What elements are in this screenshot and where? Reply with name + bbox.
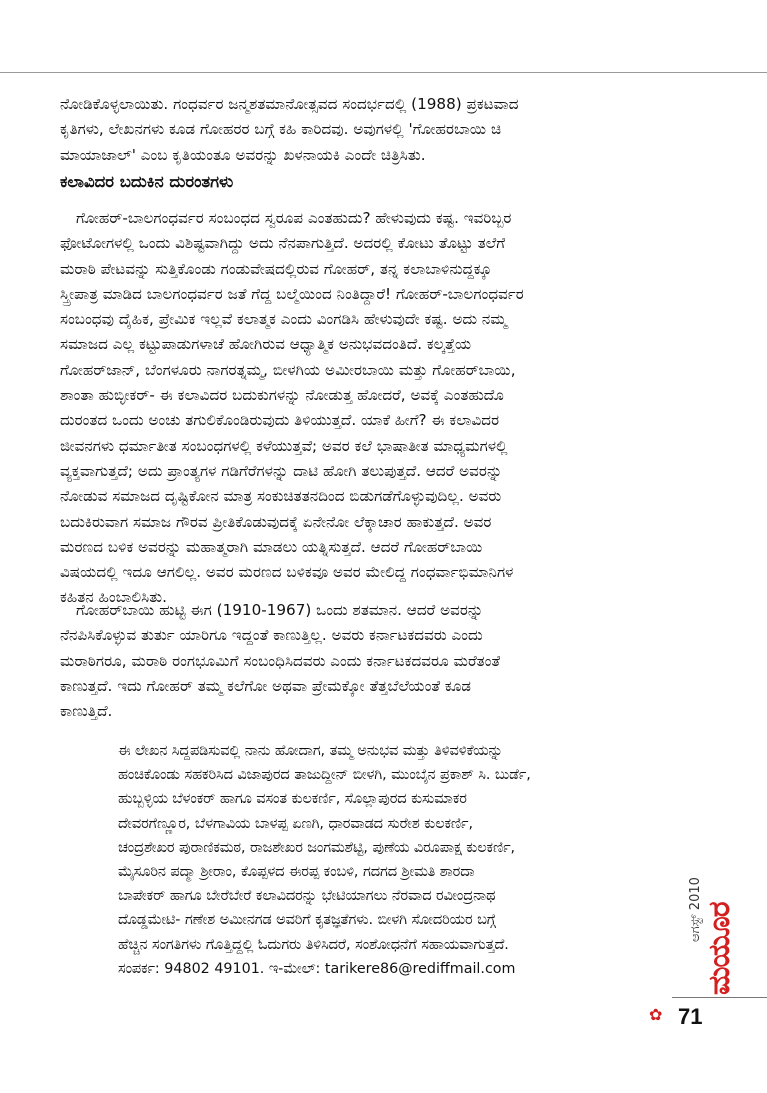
body-line: ಕಹಿತನ ಹಿಂಬಾಲಿಸಿತು. [60,588,167,607]
body-line: ಮರಣದ ಬಳಿಕ ಅವರನ್ನು ಮಹಾತ್ಮರಾಗಿ ಮಾಡಲು ಯತ್ನಿಸುತ್ತದೆ. ಆದರೆ ಗೋಹರ್‌ಬಾಯಿ [60,537,483,556]
issue-date: ಆಗಸ್ಟ್ 2010 [688,877,703,942]
body-line: ನೋಡಿಕೊಳ್ಳಲಾಯಿತು. ಗಂಧರ್ವರ ಜನ್ಮಶತಮಾನೋತ್ಸವದ ಸಂದರ್ಭದಲ್ಲಿ (1988) ಪ್ರಕಟವಾದ [60,95,519,113]
body-line: ಸ್ತ್ರೀಪಾತ್ರ ಮಾಡಿದ ಬಾಲಗಂಧರ್ವರ ಜತೆ ಗೆದ್ದ ಬಲ್ಮೆಯಿಂದ ನಿಂತಿದ್ದಾರೆ! ಗೋಹರ್-ಬಾಲಗಂಧರ್ವರ [60,284,524,303]
note-line: ಹಂಚಿಕೊಂಡು ಸಹಕರಿಸಿದ ವಿಜಾಪುರದ ತಾಜುದ್ದೀನ್ ಬೀಳಗಿ, ಮುಂಬೈನ ಪ್ರಕಾಶ್ ಸಿ. ಬುರ್ಡೆ, [118,767,531,784]
body-line: ವ್ಯಕ್ತವಾಗುತ್ತದೆ; ಅದು ಪ್ರಾಂತ್ಯಗಳ ಗಡಿಗೆರೆಗಳನ್ನು ದಾಟಿ ಹೋಗಿ ತಲುಪುತ್ತದೆ. ಆದರೆ ಅವರನ್ನು [60,461,503,480]
footer-rule [672,997,767,998]
body-line: ನೋಡುವ ಸಮಾಜದ ದೃಷ್ಟಿಕೋನ ಮಾತ್ರ ಸಂಕುಚಿತತನದಿಂದ ಬಿಡುಗಡೆಗೊಳ್ಳುವುದಿಲ್ಲ. ಅವರು [60,487,502,506]
paragraph-2 [60,598,650,724]
contact-line: ಸಂಪರ್ಕ: 94802 49101. ಇ-ಮೇಲ್: tarikere86@rediffmail.com [118,960,516,977]
body-line: ಗೋಹರ್‌ಜಾನ್, ಬೆಂಗಳೂರು ನಾಗರತ್ನಮ್ಮ, ಬೀಳಗಿಯ ಅಮೀರಬಾಯಿ ಮತ್ತು ಗೋಹರ್‌ಬಾಯಿ, [60,360,516,379]
body-line: ದುರಂತದ ಒಂದು ಅಂಚು ತಗುಲಿಕೊಂಡಿರುವುದು ತಿಳಿಯುತ್ತದೆ. ಯಾಕೆ ಹೀಗೆ? ಈ ಕಲಾವಿದರ [60,411,500,430]
body-line: ಗೋಹರ್-ಬಾಲಗಂಧರ್ವರ ಸಂಬಂಧದ ಸ್ವರೂಪ ಎಂತಹುದು? ಹೇಳುವುದು ಕಷ್ಟ. ಇವರಿಬ್ಬರ [76,209,512,227]
page-number: 71 [678,1004,703,1029]
body-line: ಶಾಂತಾ ಹುಬ್ಳೀಕರ್- ಈ ಕಲಾವಿದರ ಬದುಕುಗಳನ್ನು ನೋಡುತ್ತ ಹೋದರೆ, ಅವಕ್ಕೆ ಎಂತಹುದೊ [60,386,504,405]
paragraph-1 [60,206,650,611]
top-rule [0,72,767,73]
body-line: ಮಾಯಾಜಾಲ್' ಎಂಬ ಕೃತಿಯಂತೂ ಅವರನ್ನು ಖಳನಾಯಕಿ ಎಂದೇ ಚಿತ್ರಿಸಿತು. [60,145,426,164]
magazine-logo: ಮಯೂರ [702,902,737,995]
body-line: ಬದುಕಿರುವಾಗ ಸಮಾಜ ಗೌರವ ಪ್ರೀತಿಕೊಡುವುದಕ್ಕೆ ಏನೇನೋ ಲೆಕ್ಕಾಚಾರ ಹಾಕುತ್ತದೆ. ಅವರ [60,512,492,531]
note-line: ದೇವರಗೆಣ್ಣೂರ, ಬೆಳಗಾವಿಯ ಬಾಳಪ್ಪ ಏಣಗಿ, ಧಾರವಾಡದ ಸುರೇಶ ಕುಲಕರ್ಣಿ, [118,815,473,832]
body-line: ಕಾಣುತ್ತಿದೆ. [60,702,113,721]
body-line: ಜೀವನಗಳು ಧರ್ಮಾತೀತ ಸಂಬಂಧಗಳಲ್ಲಿ ಕಳೆಯುತ್ತವೆ; ಅವರ ಕಲೆ ಭಾಷಾತೀತ ಮಾಧ್ಯಮಗಳಲ್ಲಿ [60,436,508,455]
note-line: ಹೆಚ್ಚಿನ ಸಂಗತಿಗಳು ಗೊತ್ತಿದ್ದಲ್ಲಿ ಓದುಗರು ತಿಳಿಸಿದರೆ, ಸಂಶೋಧನೆಗೆ ಸಹಾಯವಾಗುತ್ತದೆ. [118,936,509,953]
article-body [60,92,650,168]
body-line: ಮರಾಠಿ ಪೇಟವನ್ನು ಸುತ್ತಿಕೊಂಡು ಗಂಡುವೇಷದಲ್ಲಿರುವ ಗೋಹರ್, ತನ್ನ ಕಲಾಬಾಳಿನುದ್ದಕ್ಕೂ [60,259,492,278]
note-line: ಮೈಸೂರಿನ ಪದ್ಮಾ ಶ್ರೀರಾಂ, ಕೊಪ್ಪಳದ ಈರಪ್ಪ ಕಂಬಳಿ, ಗದಗದ ಶ್ರೀಮತಿ ಶಾರದಾ [118,864,475,881]
body-line: ಸಮಾಜದ ಎಲ್ಲ ಕಟ್ಟುಪಾಡುಗಳಾಚೆ ಹೋಗಿರುವ ಆಧ್ಯಾತ್ಮಿಕ ಅನುಭವದಂತಿದೆ. ಕಲ್ಕತ್ತೆಯ [60,335,472,354]
body-line: ಕೃತಿಗಳು, ಲೇಖನಗಳು ಕೂಡ ಗೋಹರರ ಬಗ್ಗೆ ಕಹಿ ಕಾರಿದವು. ಅವುಗಳಲ್ಲಿ 'ಗೋಹರಬಾಯಿ ಚಿ [60,120,502,139]
note-line: ದೊಡ್ಡಮೇಟಿ- ಗಣೇಶ ಅಮೀನಗಡ ಅವರಿಗೆ ಕೃತಜ್ಞತೆಗಳು. ಬೀಳಗಿ ಸೋದರಿಯರ ಬಗ್ಗೆ [118,912,496,929]
peacock-ornament-icon: ✿ [649,1005,663,1024]
body-line: ವಿಷಯದಲ್ಲಿ ಇದೂ ಆಗಲಿಲ್ಲ. ಅವರ ಮರಣದ ಬಳಿಕವೂ ಅವರ ಮೇಲಿದ್ದ ಗಂಧರ್ವಾಭಿಮಾನಿಗಳ [60,563,514,582]
section-heading: ಕಲಾವಿದರ ಬದುಕಿನ ದುರಂತಗಳು [60,172,234,191]
body-line: ನೆನಪಿಸಿಕೊಳ್ಳುವ ತುರ್ತು ಯಾರಿಗೂ ಇದ್ದಂತೆ ಕಾಣುತ್ತಿಲ್ಲ. ಅವರು ಕರ್ನಾಟಕದವರು ಎಂದು [60,626,483,645]
body-line: ಕಾಣುತ್ತದೆ. ಇದು ಗೋಹರ್ ತಮ್ಮ ಕಲೆಗೋ ಅಥವಾ ಪ್ರೇಮಕ್ಕೋ ತೆತ್ತಬೆಲೆಯಂತೆ ಕೂಡ [60,676,472,695]
acknowledgement-note [118,739,658,981]
note-line: ಬಾಪೇಕರ್ ಹಾಗೂ ಬೇರೆಬೇರೆ ಕಲಾವಿದರನ್ನು ಭೇಟಿಯಾಗಲು ನೆರವಾದ ರವೀಂದ್ರನಾಥ [118,888,496,905]
note-line: ಹುಬ್ಬಳ್ಳಿಯ ಬೆಳಂಕರ್ ಹಾಗೂ ವಸಂತ ಕುಲಕರ್ಣಿ, ಸೊಲ್ಲಾಪುರದ ಕುಸುಮಾಕರ [118,791,467,808]
body-line: ಮರಾಠಿಗರೂ, ಮರಾಠಿ ರಂಗಭೂಮಿಗೆ ಸಂಬಂಧಿಸಿದವರು ಎಂದು ಕರ್ನಾಟಕದವರೂ ಮರೆತಂತೆ [60,651,501,670]
magazine-side-band [672,800,737,995]
body-line: ಫೋಟೋಗಳಲ್ಲಿ ಒಂದು ವಿಶಿಷ್ಟವಾಗಿದ್ದು ಅದು ನೆನಪಾಗುತ್ತಿದೆ. ಅದರಲ್ಲಿ ಕೋಟು ತೊಟ್ಟು ತಲೆಗೆ [60,234,506,253]
note-line: ಈ ಲೇಖನ ಸಿದ್ದಪಡಿಸುವಲ್ಲಿ ನಾನು ಹೋದಾಗ, ತಮ್ಮ ಅನುಭವ ಮತ್ತು ತಿಳಿವಳಿಕೆಯನ್ನು [118,743,503,759]
body-line: ಸಂಬಂಧವು ದೈಹಿಕ, ಪ್ರೇಮಿಕ ಇಲ್ಲವೆ ಕಲಾತ್ಮಕ ಎಂದು ವಿಂಗಡಿಸಿ ಹೇಳುವುದೇ ಕಷ್ಟ. ಅದು ನಮ್ಮ [60,310,507,329]
body-line: ಗೋಹರ್‌ಬಾಯಿ ಹುಟ್ಟಿ ಈಗ (1910-1967) ಒಂದು ಶತಮಾನ. ಆದರೆ ಅವರನ್ನು [76,601,484,619]
note-line: ಚಂದ್ರಶೇಖರ ಪುರಾಣಿಕಮಠ, ರಾಜಶೇಖರ ಜಂಗಮಶೆಟ್ಟಿ, ಪುಣೆಯ ವಿರೂಪಾಕ್ಷ ಕುಲಕರ್ಣಿ, [118,839,516,856]
